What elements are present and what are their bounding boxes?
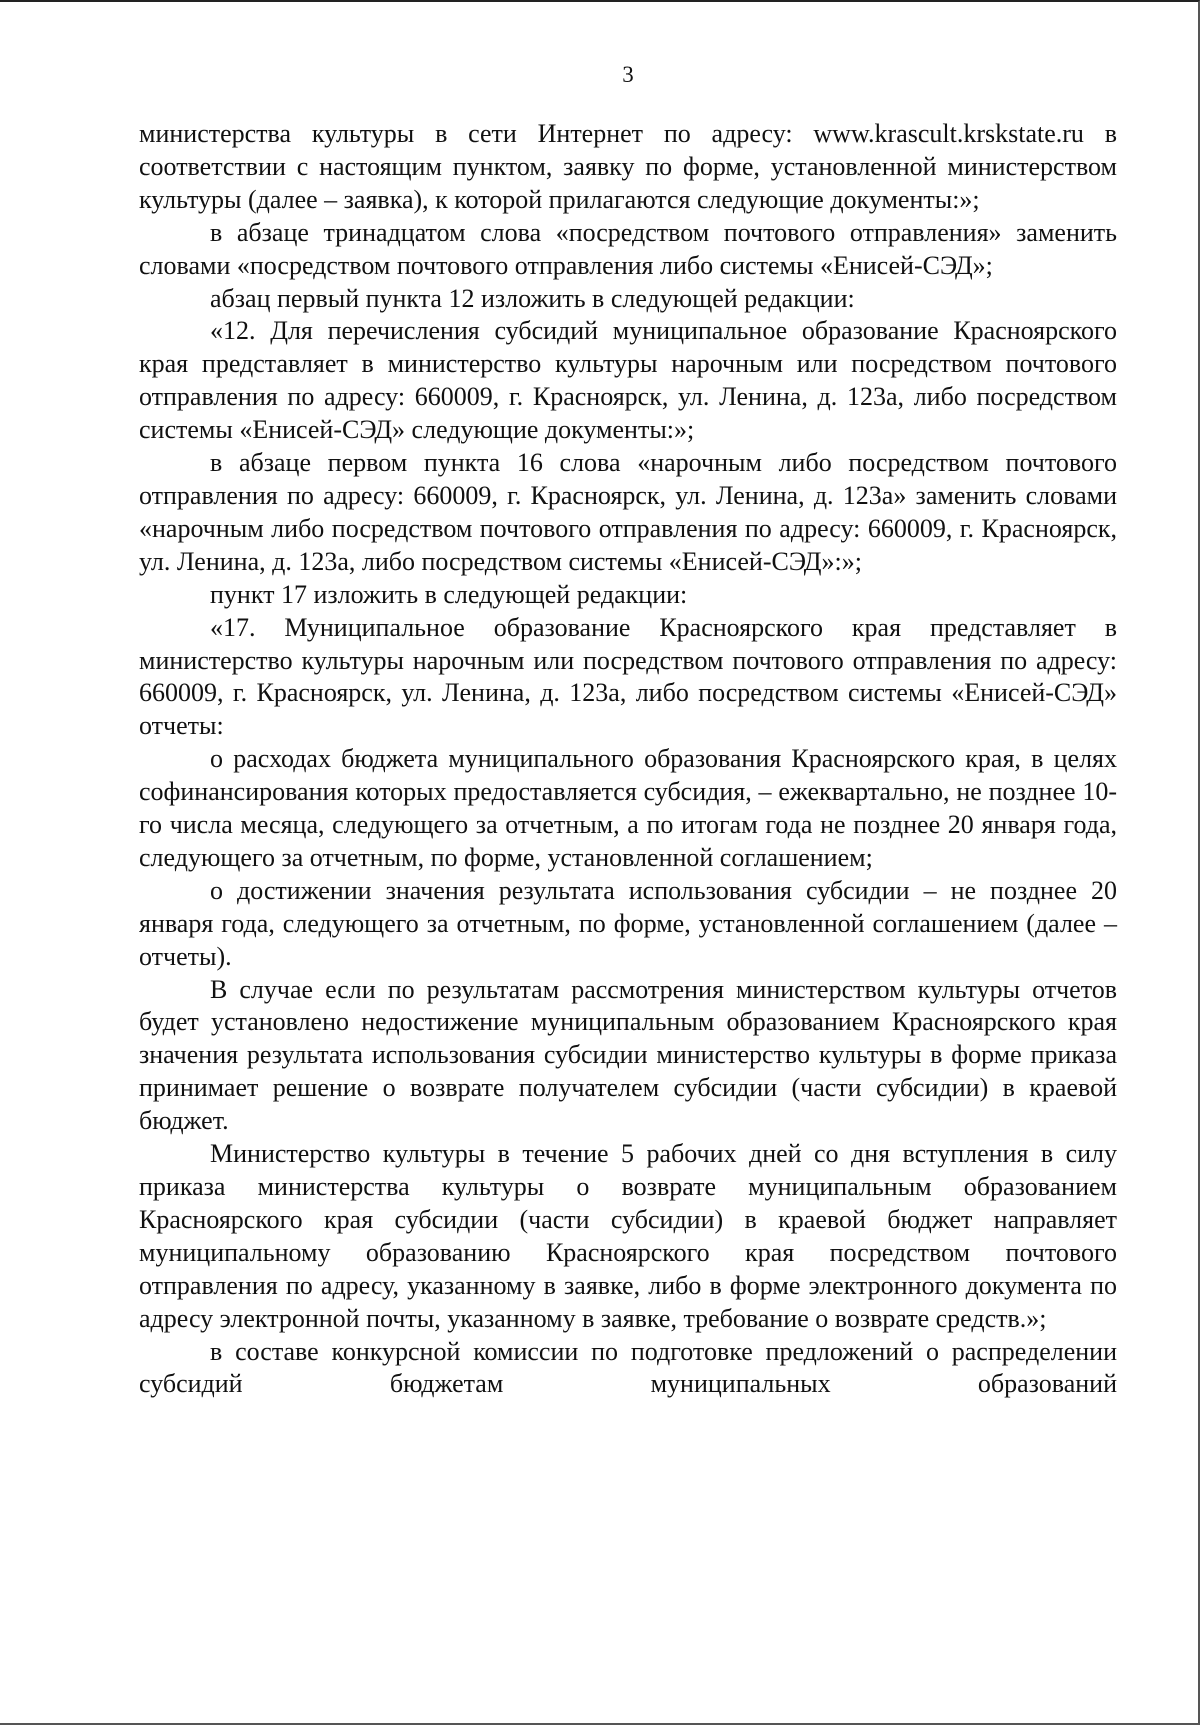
document-body [139,118,1117,1401]
paragraph: В случае если по результатам рассмотрения министерством культуры отчетов будет установлено недостижение муниципальным образованием Красноярского края значения результата использования субсидии министерство культуры в форме приказа принимает решение о возврате получателем субсидии (части субсидии) в краевой бюджет. [139,974,1117,1136]
paragraph: министерства культуры в сети Интернет по адресу: www.krascult.krskstate.ru в соответствии с настоящим пунктом, заявку по форме, установленной министерством культуры (далее – заявка), к которой прилагаются следующие документы:»; [139,119,1117,214]
paragraph: пункт 17 изложить в следующей редакции: [210,579,688,609]
paragraph: в абзаце первом пункта 16 слова «нарочным либо посредством почтового отправления по адресу: 660009, г. Красноярск, ул. Ленина, д. 123а» заменить словами «нарочным либо посредством почтового отправления по адресу: 660009, г. Красноярск, ул. Ленина, д. 123а, либо посредством системы «Енисей-СЭД»:»; [139,448,1117,576]
page-number: 3 [622,62,634,87]
paragraph: о расходах бюджета муниципального образования Красноярского края, в целях софинансирования которых предоставляется субсидия, – ежеквартально, не позднее 10-го числа месяца, следующего за отчетным, а по итогам года не позднее 20 января года, следующего за отчетным, по форме, установленной соглашением; [139,744,1117,872]
paragraph: в составе конкурсной комиссии по подготовке предложений о распределении субсидий бюджетам муниципальных образований [139,1336,1117,1399]
paragraph: «17. Муниципальное образование Красноярского края представляет в министерство культуры нарочным или посредством почтового отправления по адресу: 660009, г. Красноярск, ул. Ленина, д. 123а, либо посредством системы «Енисей-СЭД» отчеты: [139,612,1117,741]
paragraph: «12. Для перечисления субсидий муниципальное образование Красноярского края представляет в министерство культуры нарочным или посредством почтового отправления по адресу: 660009, г. Красноярск, ул. Ленина, д. 123а, либо посредством системы «Енисей-СЭД» следующие документы:»; [139,316,1117,445]
paragraph: о достижении значения результата использования субсидии – не позднее 20 января года, следующего за отчетным, по форме, установленной соглашением (далее – отчеты). [139,875,1117,971]
paragraph: Министерство культуры в течение 5 рабочих дней со дня вступления в силу приказа министерства культуры о возврате муниципальным образованием Красноярского края субсидии (части субсидии) в краевой бюджет направляет муниципальному образованию Красноярского края посредством почтового отправления по адресу, указанному в заявке, либо в форме электронного документа по адресу электронной почты, указанному в заявке, требование о возврате средств.»; [139,1139,1117,1333]
paragraph: в абзаце тринадцатом слова «посредством почтового отправления» заменить словами «посредством почтового отправления либо системы «Енисей-СЭД»; [139,217,1117,280]
paragraph: абзац первый пункта 12 изложить в следующей редакции: [210,283,855,313]
